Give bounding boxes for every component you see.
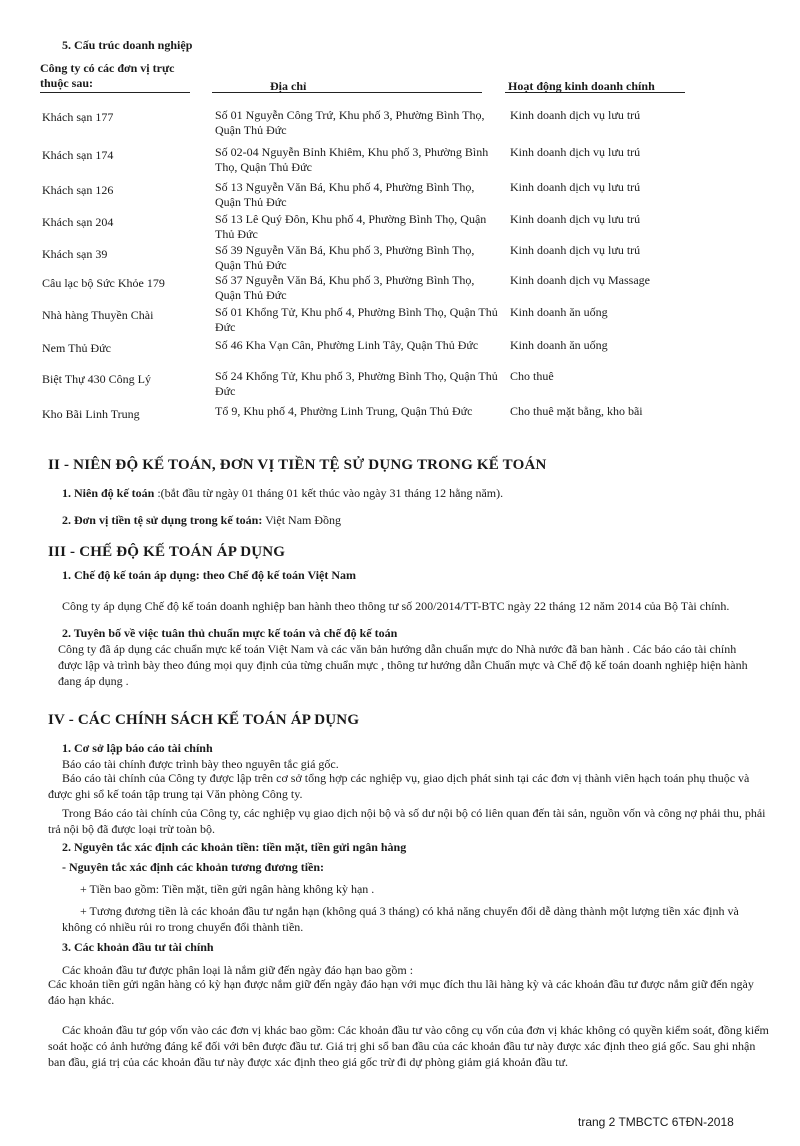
currency-line xyxy=(62,513,341,528)
header-rule-1 xyxy=(40,92,190,93)
row-name: Khách sạn 174 xyxy=(42,148,114,162)
row-activity: Kinh doanh dịch vụ Massage xyxy=(510,273,650,287)
row-activity: Kinh doanh dịch vụ lưu trú xyxy=(510,145,641,159)
row-name: Nem Thủ Đức xyxy=(42,341,111,355)
row-address: Số 13 Lê Quý Đôn, Khu phố 4, Phường Bình Thọ, Quận Thủ Đức xyxy=(215,212,487,241)
row-activity: Kinh doanh dịch vụ lưu trú xyxy=(510,108,641,122)
fiscal-year-label: 1. Niên độ kế toán xyxy=(62,486,155,500)
row-address: Số 46 Kha Vạn Cân, Phường Linh Tây, Quận Thủ Đức xyxy=(215,338,479,352)
row-name: Câu lạc bộ Sức Khỏe 179 xyxy=(42,276,165,290)
fiscal-year-line xyxy=(62,486,503,501)
row-name: Biệt Thự 430 Công Lý xyxy=(42,372,151,386)
basis-p1: Báo cáo tài chính được trình bày theo nguyên tắc giá gốc. xyxy=(62,757,339,771)
row-activity: Kinh doanh dịch vụ lưu trú xyxy=(510,212,641,226)
currency-label: 2. Đơn vị tiền tệ sử dụng trong kế toán: xyxy=(62,513,263,527)
row-name: Kho Bãi Linh Trung xyxy=(42,407,140,421)
column-header-activity: Hoạt động kinh doanh chính xyxy=(508,79,655,93)
cash-p1: + Tiền bao gồm: Tiền mặt, tiền gửi ngân hàng không kỳ hạn . xyxy=(80,882,375,896)
currency-text: Việt Nam Đồng xyxy=(262,513,342,527)
compliance-text: Công ty đã áp dụng các chuẩn mực kế toán Việt Nam và các văn bản hướng dẫn chuẩn mực do Nhà nước đã ban hành . Các báo cáo tài chính được lập và trình bày theo đúng mọi quy định của từng chuẩn mực , thông tư hướng dẫn Chuẩn mực và Chế độ kế toán doanh nghiệp hiện hành đang áp dụng . xyxy=(58,642,748,688)
basis-p3: Trong Báo cáo tài chính của Công ty, các nghiệp vụ giao dịch nội bộ và số dư nội bộ có liên quan đến tài sản, nguồn vốn và công nợ phải thu, phải trả nội bộ đã được loại trừ toàn bộ. xyxy=(48,806,766,836)
section4-heading: IV - CÁC CHÍNH SÁCH KẾ TOÁN ÁP DỤNG xyxy=(48,712,360,728)
section2-heading: II - NIÊN ĐỘ KẾ TOÁN, ĐƠN VỊ TIỀN TỆ SỬ DỤNG TRONG KẾ TOÁN xyxy=(48,457,547,473)
column-header-address: Địa chỉ xyxy=(270,79,307,93)
header-rule-2 xyxy=(212,92,482,93)
row-activity: Kinh doanh ăn uống xyxy=(510,338,608,352)
cash-p2: + Tương đương tiền là các khoản đầu tư ngắn hạn (không quá 3 tháng) có khả năng chuyển đổi dễ dàng thành một lượng tiền xác định và không có nhiều rủi ro trong chuyển đổi thành tiền. xyxy=(62,904,739,934)
column-header-unit: Công ty có các đơn vị trực thuộc sau: xyxy=(40,61,175,90)
page-footer: trang 2 TMBCTC 6TĐN-2018 xyxy=(578,1115,734,1129)
header-rule-3 xyxy=(505,92,685,93)
investments-p3: Các khoản đầu tư góp vốn vào các đơn vị khác bao gồm: Các khoản đầu tư vào công cụ vốn của đơn vị khác không có quyền kiểm soát, đồng kiểm soát hoặc có ảnh hưởng đáng kể đối với bên được đầu tư. Giá trị ghi sổ ban đầu của các khoản đầu tư này được xác định theo giá gốc. Sau ghi nhận ban đầu, giá trị của các khoản đầu tư này được xác định theo giá gốc trừ đi dự phòng giảm giá khoản đầu tư. xyxy=(48,1023,769,1069)
row-name: Khách sạn 204 xyxy=(42,215,114,229)
row-name: Khách sạn 39 xyxy=(42,247,108,261)
row-address: Số 02-04 Nguyễn Bỉnh Khiêm, Khu phố 3, Phường Bình Thọ, Quận Thủ Đức xyxy=(215,145,489,174)
row-name: Nhà hàng Thuyền Chài xyxy=(42,308,154,322)
row-address: Số 39 Nguyễn Văn Bá, Khu phố 3, Phường Bình Thọ, Quận Thủ Đức xyxy=(215,243,475,272)
cash-equivalent-title: - Nguyên tắc xác định các khoản tương đương tiền: xyxy=(62,860,325,874)
row-activity: Kinh doanh dịch vụ lưu trú xyxy=(510,180,641,194)
investments-p1: Các khoản đầu tư được phân loại là nắm giữ đến ngày đáo hạn bao gồm : xyxy=(62,963,414,977)
row-address: Số 37 Nguyễn Văn Bá, Khu phố 3, Phường Bình Thọ, Quận Thủ Đức xyxy=(215,273,475,302)
section3-heading: III - CHẾ ĐỘ KẾ TOÁN ÁP DỤNG xyxy=(48,544,286,560)
cash-title: 2. Nguyên tắc xác định các khoản tiền: tiền mặt, tiền gửi ngân hàng xyxy=(62,840,407,854)
section5-heading: 5. Cấu trúc doanh nghiệp xyxy=(62,38,193,52)
row-address: Số 01 Nguyễn Công Trứ, Khu phố 3, Phường Bình Thọ, Quận Thủ Đức xyxy=(215,108,485,137)
accounting-regime-text: Công ty áp dụng Chế độ kế toán doanh nghiệp ban hành theo thông tư số 200/2014/TT-BTC ngày 22 tháng 12 năm 2014 của Bộ Tài chính. xyxy=(62,599,730,613)
investments-p2: Các khoản tiền gửi ngân hàng có kỳ hạn được nắm giữ đến ngày đáo hạn với mục đích thu lãi hàng kỳ và các khoản đầu tư được nắm giữ đến ngày đáo hạn khác. xyxy=(48,977,754,1007)
row-name: Khách sạn 126 xyxy=(42,183,114,197)
row-activity: Cho thuê mặt bằng, kho bãi xyxy=(510,404,643,418)
row-activity: Kinh doanh ăn uống xyxy=(510,305,608,319)
row-address: Số 24 Khổng Tử, Khu phố 3, Phường Bình Thọ, Quận Thủ Đức xyxy=(215,369,498,398)
row-address: Số 13 Nguyễn Văn Bá, Khu phố 4, Phường Bình Thọ, Quận Thủ Đức xyxy=(215,180,475,209)
basis-title: 1. Cơ sở lập báo cáo tài chính xyxy=(62,741,213,755)
basis-p2: Báo cáo tài chính của Công ty được lập trên cơ sở tổng hợp các nghiệp vụ, giao dịch phát sinh tại các đơn vị thành viên hạch toán phụ thuộc và được ghi sổ kế toán tập trung tại Văn phòng Công ty. xyxy=(48,771,750,801)
row-address: Tổ 9, Khu phố 4, Phường Linh Trung, Quận Thủ Đức xyxy=(215,404,473,418)
row-address: Số 01 Khổng Tử, Khu phố 4, Phường Bình Thọ, Quận Thủ Đức xyxy=(215,305,498,334)
fiscal-year-text: :(bắt đầu từ ngày 01 tháng 01 kết thúc vào ngày 31 tháng 12 hằng năm). xyxy=(154,486,504,500)
row-activity: Cho thuê xyxy=(510,369,554,383)
row-activity: Kinh doanh dịch vụ lưu trú xyxy=(510,243,641,257)
compliance-title: 2. Tuyên bố về việc tuân thủ chuẩn mực kế toán và chế độ kế toán xyxy=(62,626,398,640)
investments-title: 3. Các khoản đầu tư tài chính xyxy=(62,940,214,954)
row-name: Khách sạn 177 xyxy=(42,110,114,124)
accounting-regime-title: 1. Chế độ kế toán áp dụng: theo Chế độ kế toán Việt Nam xyxy=(62,568,357,582)
